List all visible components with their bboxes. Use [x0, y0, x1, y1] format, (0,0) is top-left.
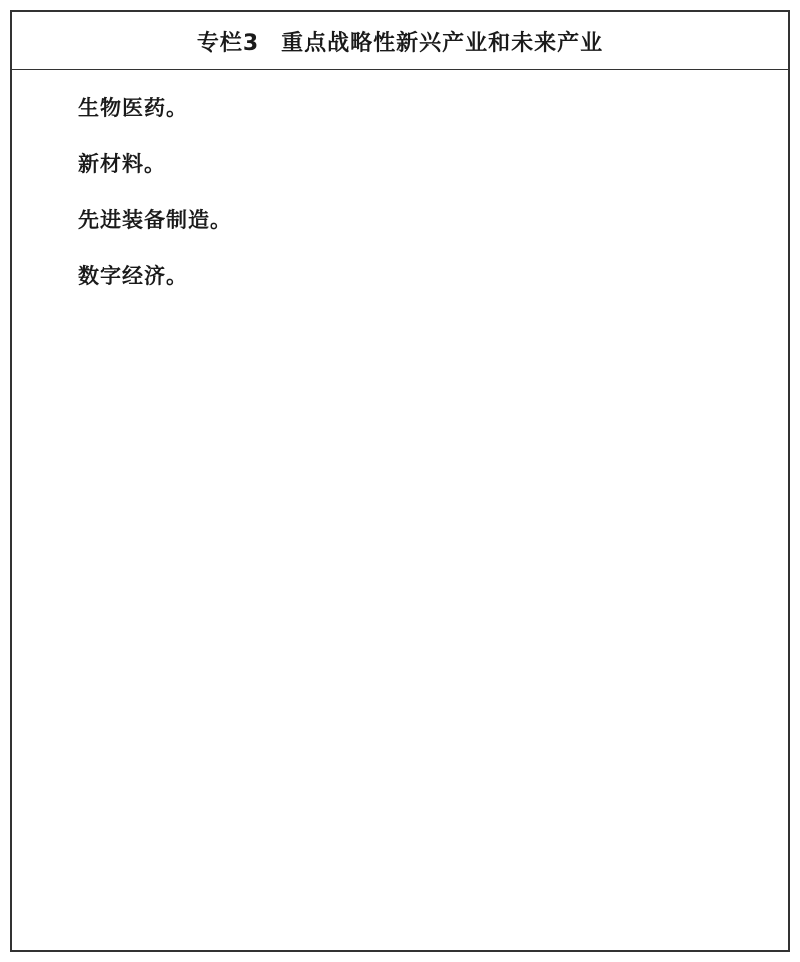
column-label: 专栏3: [196, 31, 260, 56]
section-advanced-equipment: [36, 200, 764, 240]
section-heading: 生物医药。: [78, 96, 188, 120]
column-title: 重点战略性新兴产业和未来产业: [281, 31, 604, 56]
section-new-materials: [36, 144, 764, 184]
section-digital-economy: [36, 256, 764, 296]
section-heading: 新材料。: [78, 152, 166, 176]
column-body: [12, 70, 788, 330]
column-box: [10, 10, 790, 952]
section-heading: 先进装备制造。: [78, 208, 232, 232]
column-header: [12, 12, 788, 70]
section-biomedicine: [36, 88, 764, 128]
section-heading: 数字经济。: [78, 264, 188, 288]
